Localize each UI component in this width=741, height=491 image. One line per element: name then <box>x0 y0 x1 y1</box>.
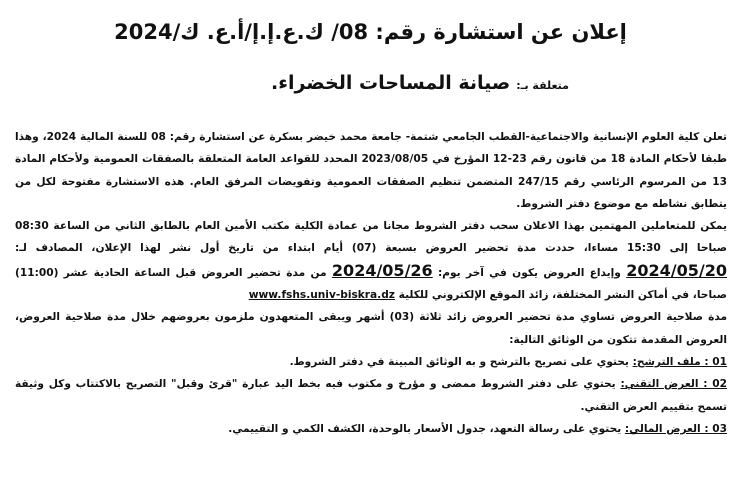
withdrawal-text: يمكن للمتعاملين المهتمين بهذا الاعلان سحب دفتر الشروط مجانا من عمادة الكلية مكتب الأمين العام بالطابق الثاني من الساعة 08:30 صباحا إلى 15:30 مساءا، حددت مدة تحضير العروض بسبعة (07) أيام ابتداء من تاريخ أول نشر لهذا الإعلان، المصادف لـ: <box>15 220 727 255</box>
item-text: يحتوي على رسالة التعهد، جدول الأسعار بالوحدة، الكشف الكمي و التقييمي. <box>228 422 622 435</box>
document-item <box>15 373 727 418</box>
faculty-website-link[interactable]: www.fshs.univ-biskra.dz <box>248 289 395 302</box>
announcement-subject: صيانة المساحات الخضراء. <box>271 72 511 94</box>
related-label: متعلقة بـ: <box>516 79 569 92</box>
item-text: يحتوي على دفتر الشروط ممضى و مؤرخ و مكتوب فيه بخط اليد عبارة "قرئ وقبل" التصريح بالاكتتاب وكل وثيقة تسمح بتقييم العرض التقني. <box>15 378 727 413</box>
item-label: 03 : العرض المالي: <box>624 422 727 435</box>
paragraph-withdrawal <box>15 215 727 306</box>
deposit-details-text: من مدة تحضير العروض قبل الساعة الحادية عشر (11:00) صباحا، في أماكن النشر المختلفة، زائد الموقع الإلكتروني للكلية <box>15 266 727 302</box>
item-label: 01 : ملف الترشح: <box>632 355 727 368</box>
document-item <box>15 351 727 373</box>
document-item <box>15 418 727 440</box>
deadline-date: 2024/05/26 <box>331 260 433 280</box>
publication-date: 2024/05/20 <box>626 260 727 280</box>
announcement-body <box>15 126 727 440</box>
item-text: يحتوي على تصريح بالترشح و به الوثائق المبينة في دفتر الشروط. <box>289 355 629 368</box>
item-label: 02 : العرض التقني: <box>620 378 727 391</box>
paragraph-validity: مدة صلاحية العروض تساوي مدة تحضير العروض زائد ثلاثة (03) أشهر ويبقى المتعهدون ملزمون بعروضهم خلال مدة صلاحية العروض، العروض المقدمة تتكون من الوثائق التالية: <box>15 311 728 346</box>
paragraph-intro: تعلن كلية العلوم الإنسانية والاجتماعية-القطب الجامعي شتمة- جامعة محمد خيضر بسكرة عن استشارة رقم: 08 للسنة المالية 2024، وهذا طبقا لأحكام المادة 18 من قانون رقم 23-12 المؤرخ في 2023/08/05 المحدد للقواعد العامة المتعلقة بالصفقات العمومية ولأحكام المادة 13 من المرسوم الرئاسي رقم 247/15 المتضمن تنظيم الصفقات العمومية وتفويضات المرفق العام. هذه الاستشارة مفتوحة لكل من يتطابق نشاطه مع موضوع دفتر الشروط. <box>15 131 727 210</box>
deposit-text: وإيداع العروض يكون في آخر يوم: <box>438 266 621 279</box>
subject-line <box>271 72 569 94</box>
announcement-title: إعلان عن استشارة رقم: 08/ ك.ع.إ.إ/أ.ع. ك/2024 <box>114 20 627 44</box>
